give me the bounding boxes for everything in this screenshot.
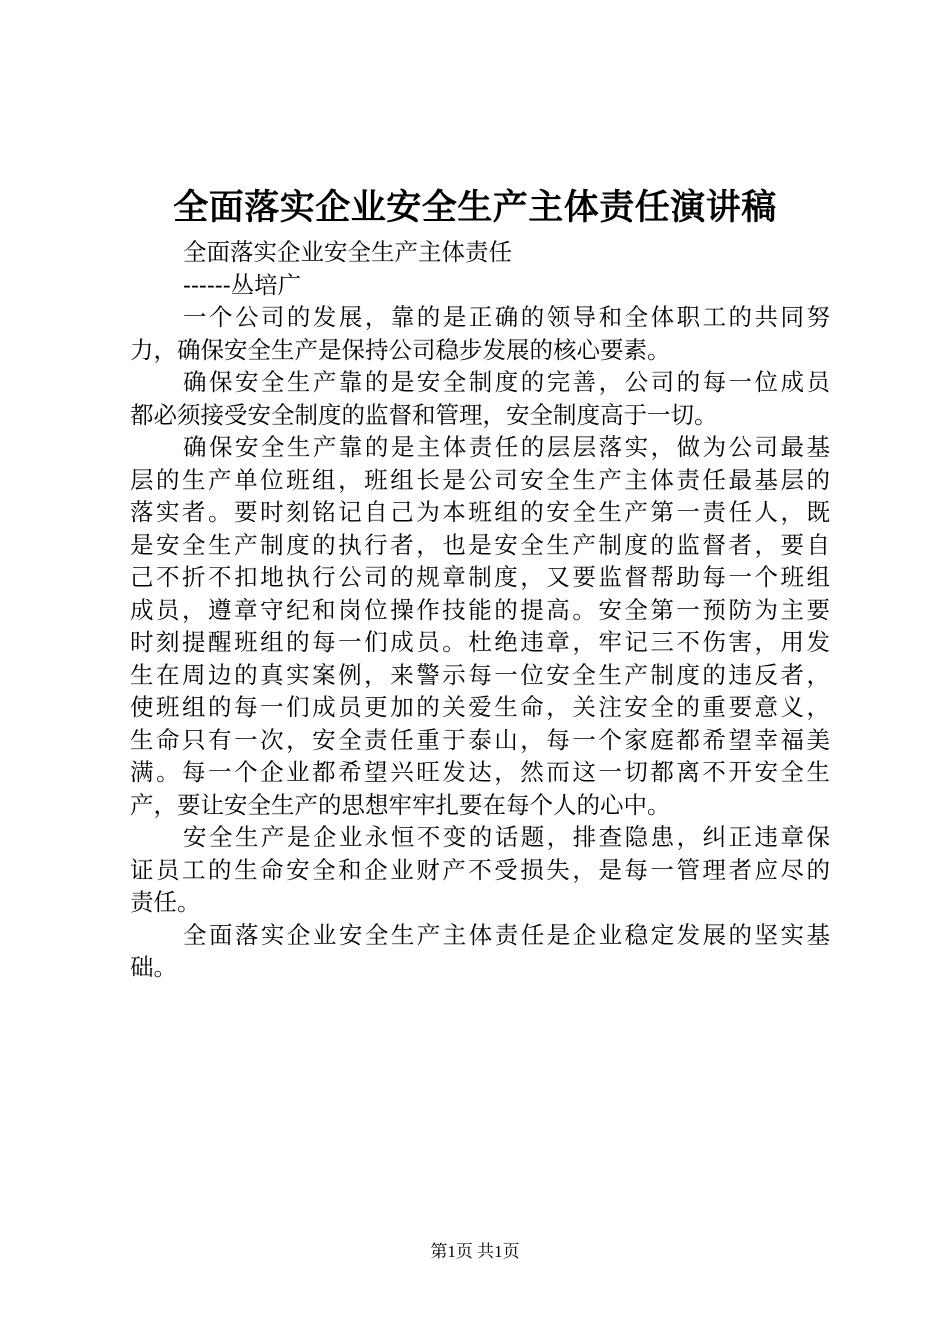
paragraph-3-line-1: 确保安全生产靠的是主体责任的层层落实，做为公司最基	[183, 433, 830, 461]
paragraph-3-line-4: 是安全生产制度的执行者，也是安全生产制度的监督者，要自	[130, 530, 830, 559]
subtitle-line: 全面落实企业安全生产主体责任	[183, 238, 512, 266]
paragraph-4-line-3: 责任。	[130, 888, 201, 916]
paragraph-2-line-1: 确保安全生产靠的是安全制度的完善，公司的每一位成员	[183, 368, 830, 396]
paragraph-4-line-2: 证员工的生命安全和企业财产不受损失，是每一管理者应尽的	[130, 855, 830, 884]
author-line: ------丛培广	[183, 270, 302, 299]
paragraph-2-line-2: 都必须接受安全制度的监督和管理，安全制度高于一切。	[130, 400, 718, 429]
document-body	[130, 236, 830, 984]
paragraph-1-line-2: 力，确保安全生产是保持公司稳步发展的核心要素。	[130, 335, 671, 364]
paragraph-3-line-8: 生在周边的真实案例，来警示每一位安全生产制度的违反者，	[130, 660, 830, 689]
paragraph-5-line-2: 础。	[130, 953, 177, 981]
paragraph-3-line-9: 使班组的每一们成员更加的关爱生命，关注安全的重要意义，	[130, 693, 830, 721]
paragraph-3-line-6: 成员，遵章守纪和岗位操作技能的提高。安全第一预防为主要	[130, 595, 830, 624]
paragraph-3-line-7: 时刻提醒班组的每一们成员。杜绝违章，牢记三不伤害，用发	[130, 628, 830, 656]
page-footer: 第1页 共1页	[430, 1242, 520, 1261]
paragraph-3-line-2: 层的生产单位班组，班组长是公司安全生产主体责任最基层的	[130, 465, 830, 494]
paragraph-1-line-1: 一个公司的发展，靠的是正确的领导和全体职工的共同努	[183, 303, 830, 331]
paragraph-5-line-1: 全面落实企业安全生产主体责任是企业稳定发展的坚实基	[183, 920, 830, 949]
paragraph-3-line-12: 产，要让安全生产的思想牢牢扎要在每个人的心中。	[130, 790, 671, 819]
paragraph-4-line-1: 安全生产是企业永恒不变的话题，排查隐患，纠正违章保	[183, 823, 830, 851]
paragraph-3-line-3: 落实者。要时刻铭记自己为本班组的安全生产第一责任人，既	[130, 498, 830, 526]
paragraph-3-line-11: 满。每一个企业都希望兴旺发达，然而这一切都离不开安全生	[130, 758, 830, 786]
document-title: 全面落实企业安全生产主体责任演讲稿	[173, 188, 777, 228]
paragraph-3-line-10: 生命只有一次，安全责任重于泰山，每一个家庭都希望幸福美	[130, 725, 830, 754]
paragraph-3-line-5: 己不折不扣地执行公司的规章制度，又要监督帮助每一个班组	[130, 563, 830, 591]
